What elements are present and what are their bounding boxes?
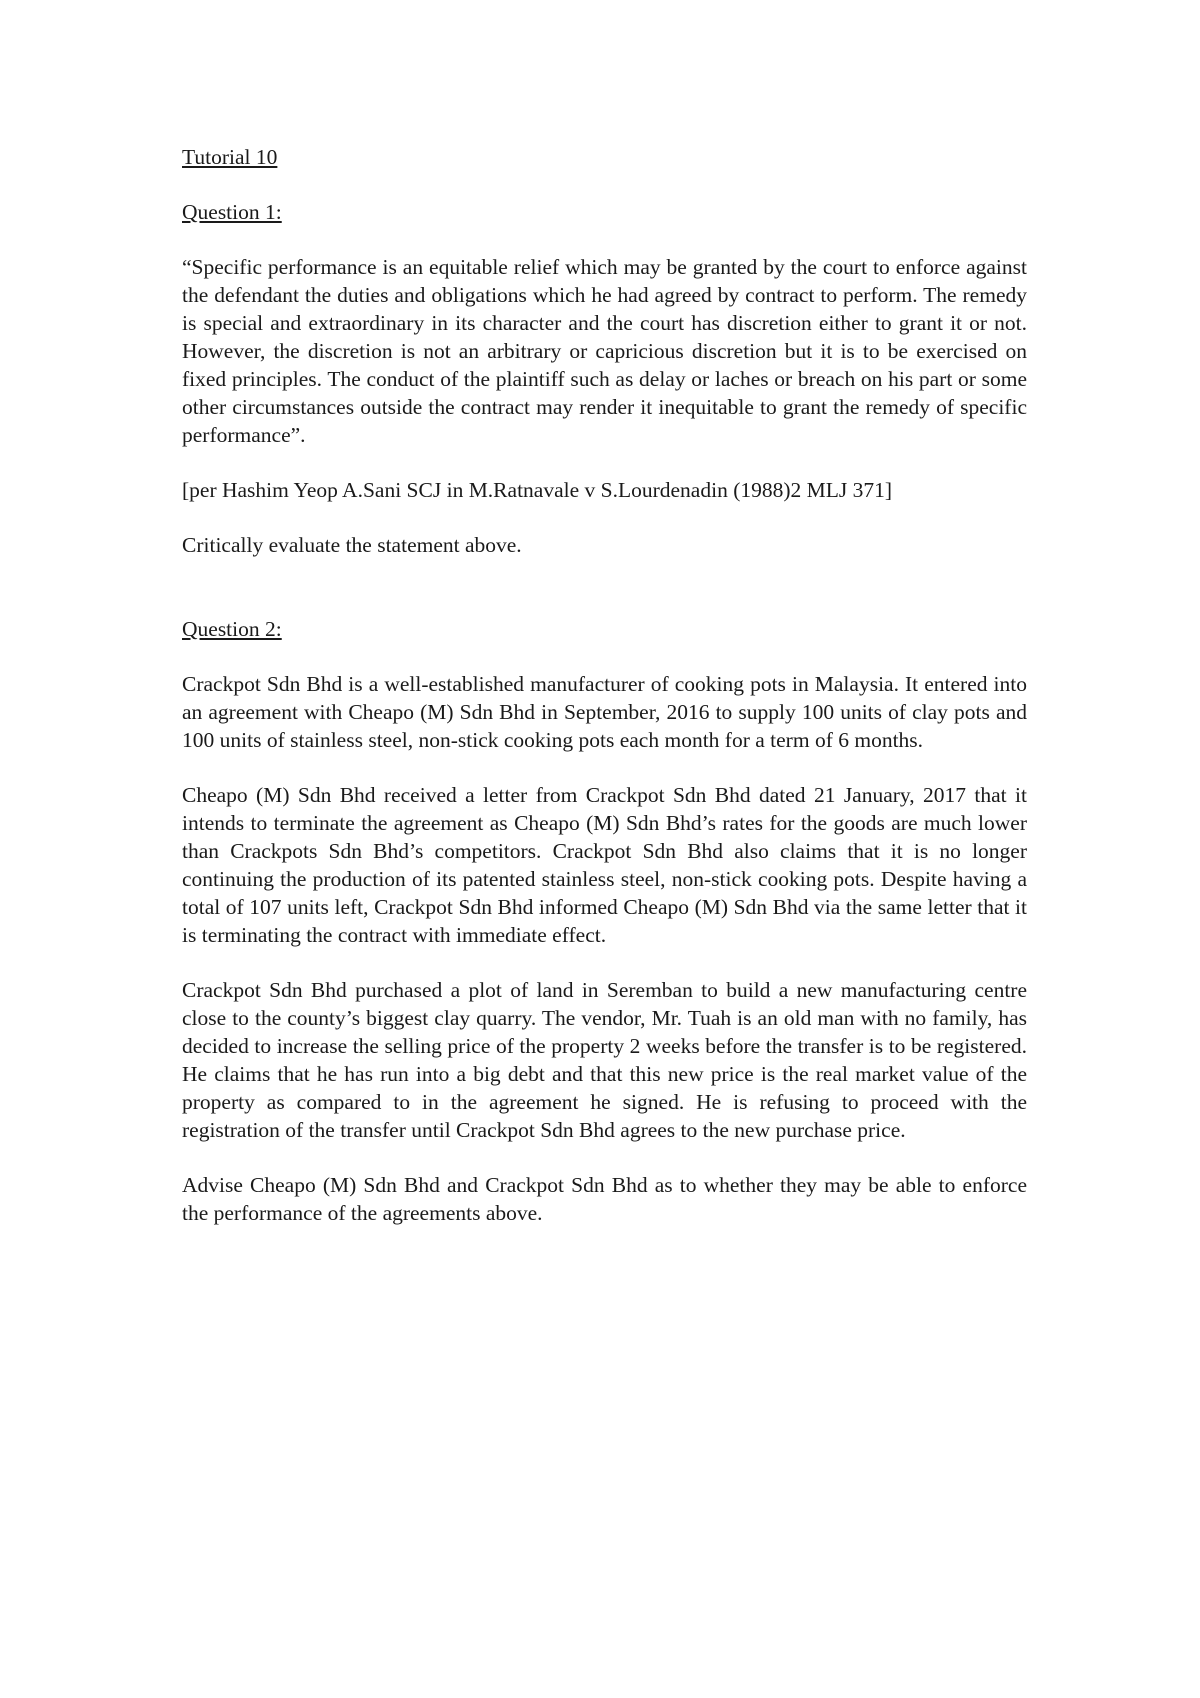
question-1-quote: “Specific performance is an equitable relief which may be granted by the court to enforce against the defendant the duties and obligations which he had agreed by contract to perform. The remedy is special and extraordinary in its character and the court has discretion either to grant it or not. However, the discretion is not an arbitrary or capricious discretion but it is to be exercised on fixed principles. The conduct of the plaintiff such as delay or laches or breach on his part or some other circumstances outside the contract may render it inequitable to grant the remedy of specific performance”. (182, 255, 1027, 447)
question-2-paragraph-1: Crackpot Sdn Bhd is a well-established manufacturer of cooking pots in Malaysia. It entered into an agreement with Cheapo (M) Sdn Bhd in September, 2016 to supply 100 units of clay pots and 100 units of stainless steel, non-stick cooking pots each month for a term of 6 months. (182, 672, 1027, 752)
document-page (182, 143, 1027, 1254)
question-2-paragraph-2: Cheapo (M) Sdn Bhd received a letter from Crackpot Sdn Bhd dated 21 January, 2017 that it intends to terminate the agreement as Cheapo (M) Sdn Bhd’s rates for the goods are much lower than Crackpots Sdn Bhd’s competitors. Crackpot Sdn Bhd also claims that it is no longer continuing the production of its patented stainless steel, non-stick cooking pots. Despite having a total of 107 units left, Crackpot Sdn Bhd informed Cheapo (M) Sdn Bhd via the same letter that it is terminating the contract with immediate effect. (182, 783, 1027, 947)
question-1-citation: [per Hashim Yeop A.Sani SCJ in M.Ratnavale v S.Lourdenadin (1988)2 MLJ 371] (182, 478, 893, 502)
question-2-paragraph-3: Crackpot Sdn Bhd purchased a plot of land in Seremban to build a new manufacturing centre close to the county’s biggest clay quarry. The vendor, Mr. Tuah is an old man with no family, has decided to increase the selling price of the property 2 weeks before the transfer is to be registered. He claims that he has run into a big debt and that this new price is the real market value of the property as compared to in the agreement he signed. He is refusing to proceed with the registration of the transfer until Crackpot Sdn Bhd agrees to the new purchase price. (182, 978, 1027, 1142)
question-1-instruction: Critically evaluate the statement above. (182, 533, 522, 557)
question-1-heading: Question 1: (182, 200, 282, 224)
tutorial-title: Tutorial 10 (182, 145, 278, 169)
question-2-paragraph-4: Advise Cheapo (M) Sdn Bhd and Crackpot Sdn Bhd as to whether they may be able to enforce the performance of the agreements above. (182, 1173, 1027, 1225)
question-2-heading: Question 2: (182, 617, 282, 641)
